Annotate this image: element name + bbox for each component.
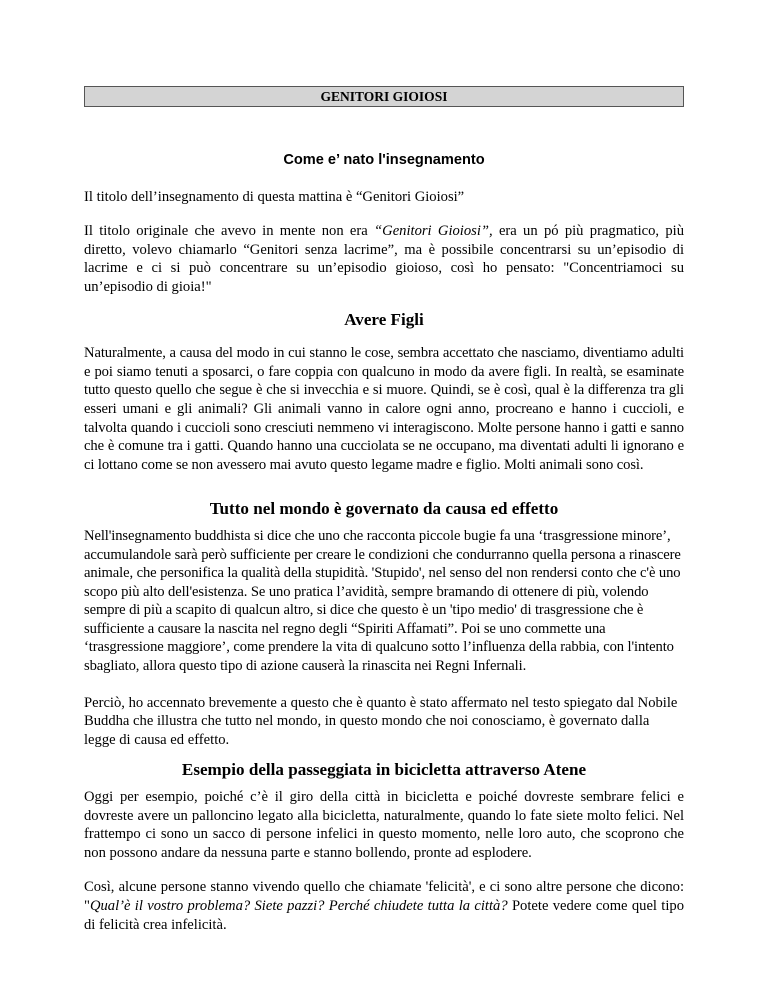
paragraph-intro: Il titolo dell’insegnamento di questa mattina è “Genitori Gioiosi” — [84, 188, 465, 205]
heading-bicicletta: Esempio della passeggiata in bicicletta attraverso Atene — [181, 760, 587, 780]
heading-causa-effetto: Tutto nel mondo è governato da causa ed effetto — [209, 499, 559, 519]
document-title-box — [84, 86, 684, 107]
paragraph-original-title-end: era un pó più pragmatico, più diretto, volevo chiamarlo “Genitori senza lacrime”, ma è possibile concentrarsi su un’episodio di lacrime e ci si può concentrare su un’episodio gioioso, così ho pensato: "Concentriamoci su un’episodio di gioia!" — [84, 223, 684, 295]
paragraph-bicicletta: Oggi per esempio, poiché c’è il giro della città in bicicletta e poiché dovreste sembrare felici e dovreste avere un palloncino legato alla bicicletta, naturalmente, quando lo fate siete molto felici. Nel frattempo ci sono un sacco di persone infelici in questo momento, nelle loro auto, che scoprono che non possono andare da nessuna parte e stanno bollendo, pronte ad esplodere. — [84, 789, 684, 861]
paragraph-original-title-start: Il titolo originale che avevo in mente non era — [84, 223, 375, 240]
paragraph-felicita-quote: Qual’è il vostro problema? Siete pazzi? Perché chiudete tutta la città? — [89, 898, 508, 914]
paragraph-felicita — [84, 878, 684, 934]
paragraph-causa-effetto: Perciò, ho accennato brevemente a questo che è quanto è stato affermato nel testo spiegato dal Nobile Buddha che illustra che tutto nel mondo, in questo mondo che noi conosciamo, è governato dalla legge di causa ed effetto. — [84, 694, 678, 748]
paragraph-felicita-end: Potete vedere come quel tipo di felicità crea infelicità. — [84, 898, 684, 933]
paragraph-felicita-start: Così, alcune persone stanno vivendo quello che chiamate 'felicità', e ci sono altre persone che dicono: " — [84, 879, 684, 914]
document-page — [84, 86, 684, 934]
paragraph-original-title-italic: “Genitori Gioiosi”, — [374, 223, 493, 240]
paragraph-insegnamento-buddhista: Nell'insegnamento buddhista si dice che uno che racconta piccole bugie fa una ‘trasgressione minore’, accumulandole sarà però sufficiente per creare le condizioni che condurranno quella persona a rinascere animale, che personifica la qualità della stupidità. 'Stupido', nel senso del non rendersi conto che c'è uno scopo più alto dell'esistenza. Se uno pratica l’avidità, sempre bramando di ottenere di più, volendo sempre di più a scapito di qualcun altro, si dice che questo è un 'tipo medio' di trasgressione che è sufficiente a causare la nascita nel regno degli “Spiriti Affamati”. Poi se uno commette una ‘trasgressione maggiore’, come prendere la vita di qualcuno sotto l’influenza della rabbia, con l'intento sbagliato, allora questo tipo di azione causerà la rinascita nei Regni Infernali. — [84, 527, 681, 675]
paragraph-avere-figli: Naturalmente, a causa del modo in cui stanno le cose, sembra accettato che nasciamo, diventiamo adulti e poi siamo tenuti a sposarci, o fare coppia con qualcuno in modo da avere figli. In realtà, se esaminate tutto questo quello che segue è che si invecchia e si muore. Quindi, se è così, qual è la differenza tra gli esseri umani e gli animali? Gli animali vanno in calore ogni anno, procreano e hanno i cuccioli, e talvolta quando i cuccioli sono cresciuti nemmeno vi interagiscono. Molte persone hanno i gatti e sanno che è comune tra i gatti. Quando hanno una cucciolata se ne occupano, ma diventati adulti li ignorano e ci lottano come se non avessero mai avuto questo legame madre e figlio. Molti animali sono così. — [84, 345, 684, 473]
section-title: Come e’ nato l'insegnamento — [283, 152, 485, 168]
document-title: GENITORI GIOIOSI — [320, 89, 448, 104]
heading-avere-figli: Avere Figli — [344, 309, 424, 329]
paragraph-original-title — [84, 222, 684, 296]
